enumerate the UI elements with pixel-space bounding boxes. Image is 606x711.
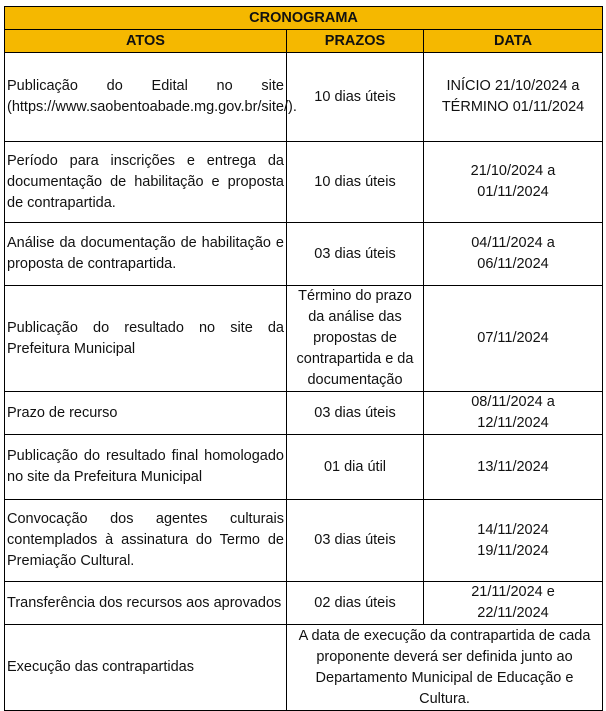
cell-data bbox=[424, 582, 603, 625]
data-line: 14/11/2024 bbox=[477, 521, 549, 538]
cronograma-sheet bbox=[4, 6, 602, 711]
table-row bbox=[5, 286, 603, 392]
title-row bbox=[5, 7, 603, 30]
cell-ato: Execução das contrapartidas bbox=[5, 625, 287, 711]
data-line: 08/11/2024 a bbox=[471, 394, 555, 410]
cell-prazo: 10 dias úteis bbox=[287, 142, 424, 223]
data-line: 13/11/2024 bbox=[477, 458, 549, 475]
cell-data bbox=[424, 286, 603, 392]
data-line: 04/11/2024 a bbox=[471, 235, 555, 251]
cell-data bbox=[424, 500, 603, 582]
data-line: 06/11/2024 bbox=[477, 256, 549, 272]
cell-ato: Análise da documentação de habilitação e proposta de contrapartida. bbox=[5, 223, 287, 286]
cell-data bbox=[424, 142, 603, 223]
cell-prazo: 02 dias úteis bbox=[287, 582, 424, 625]
cell-prazo: 03 dias úteis bbox=[287, 392, 424, 435]
data-line: 12/11/2024 bbox=[477, 415, 549, 431]
cell-data bbox=[424, 435, 603, 500]
table-row bbox=[5, 392, 603, 435]
cell-ato: Transferência dos recursos aos aprovados bbox=[5, 582, 287, 625]
data-line: 01/11/2024 bbox=[477, 184, 549, 200]
table-title: CRONOGRAMA bbox=[5, 7, 603, 30]
header-atos: ATOS bbox=[5, 30, 287, 53]
table-row bbox=[5, 223, 603, 286]
cell-ato: Convocação dos agentes culturais contemplados à assinatura do Termo de Premiação Cultural. bbox=[5, 500, 287, 582]
cell-data bbox=[424, 223, 603, 286]
data-line: 07/11/2024 bbox=[477, 330, 549, 346]
cell-ato: Publicação do resultado no site da Prefeitura Municipal bbox=[5, 286, 287, 392]
table-row bbox=[5, 582, 603, 625]
cell-data bbox=[424, 392, 603, 435]
cell-prazo: 01 dia útil bbox=[287, 435, 424, 500]
table-row bbox=[5, 500, 603, 582]
cell-data bbox=[424, 53, 603, 142]
table-row bbox=[5, 53, 603, 142]
data-line: 22/11/2024 bbox=[477, 605, 549, 621]
cell-ato: Publicação do Edital no site (https://www.saobentoabade.mg.gov.br/site/). bbox=[5, 53, 287, 142]
cell-prazo: 10 dias úteis bbox=[287, 53, 424, 142]
header-row bbox=[5, 30, 603, 53]
cell-prazo: Término do prazo da análise das propostas de contrapartida e da documentação bbox=[287, 286, 424, 392]
table-row bbox=[5, 625, 603, 711]
data-line: 19/11/2024 bbox=[477, 542, 549, 559]
cell-prazo: 03 dias úteis bbox=[287, 223, 424, 286]
cell-ato: Prazo de recurso bbox=[5, 392, 287, 435]
cell-prazo: 03 dias úteis bbox=[287, 500, 424, 582]
data-line: 21/11/2024 e bbox=[471, 584, 555, 600]
header-data: DATA bbox=[424, 30, 603, 53]
table-row bbox=[5, 142, 603, 223]
cronograma-table bbox=[4, 6, 603, 711]
cell-ato: Publicação do resultado final homologado no site da Prefeitura Municipal bbox=[5, 435, 287, 500]
data-line: TÉRMINO 01/11/2024 bbox=[441, 99, 585, 115]
data-line: 21/10/2024 a bbox=[470, 163, 556, 179]
table-row bbox=[5, 435, 603, 500]
cell-ato: Período para inscrições e entrega da documentação de habilitação e proposta de contrapartida. bbox=[5, 142, 287, 223]
header-prazos: PRAZOS bbox=[287, 30, 424, 53]
data-line: INÍCIO 21/10/2024 a bbox=[446, 78, 580, 94]
cell-merged-note: A data de execução da contrapartida de cada proponente deverá ser definida junto ao Departamento Municipal de Educação e Cultura. bbox=[287, 625, 603, 711]
